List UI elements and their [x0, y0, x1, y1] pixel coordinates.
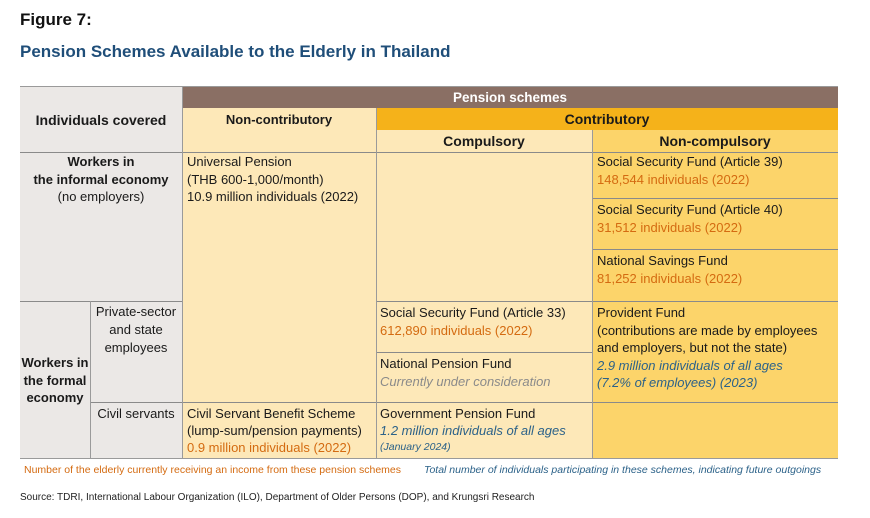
gpf-name: Government Pension Fund [380, 406, 536, 421]
ssf40-name: Social Security Fund (Article 40) [597, 202, 783, 217]
row-divider-informal [376, 301, 838, 302]
col-divider-1 [182, 87, 183, 458]
npf-name: National Pension Fund [380, 356, 512, 371]
csbs-count: 0.9 million individuals (2022) [187, 440, 352, 455]
informal-label-line2: the informal economy [33, 171, 169, 187]
row-divider-ssf39 [592, 198, 838, 199]
non-compulsory-header: Non-compulsory [659, 133, 771, 149]
provident-name: Provident Fund [597, 305, 686, 320]
ssf-article33-cell [380, 304, 590, 339]
civil-servant-benefit-cell [187, 405, 375, 456]
legend-orange-note: Number of the elderly currently receiving an income from these pension schemes [24, 464, 402, 476]
compulsory-header: Compulsory [443, 133, 525, 149]
national-savings-fund-cell [597, 252, 835, 287]
universal-pension-count: 10.9 million individuals (2022) [187, 189, 359, 204]
csbs-line1: Civil Servant Benefit Scheme [187, 406, 356, 421]
row-divider-ssf40 [592, 249, 838, 250]
row-divider-private-label [90, 402, 182, 403]
informal-economy-label [20, 153, 182, 206]
row-divider-informal-label [20, 301, 182, 302]
provident-desc-line2: and employers, but not the state) [597, 340, 788, 355]
row-divider-ssf33 [376, 352, 592, 353]
private-label-line1: Private-sector [95, 304, 177, 319]
universal-pension-name: Universal Pension [187, 154, 292, 169]
pension-schemes-header: Pension schemes [182, 87, 838, 108]
provident-fund-cell [597, 304, 837, 392]
provident-stats-line2: (7.2% of employees) (2023) [597, 375, 758, 390]
gpf-stats: 1.2 million individuals of all ages [380, 423, 566, 438]
formal-label-line3: economy [26, 390, 84, 405]
private-sector-label [90, 303, 182, 357]
private-label-line2: and state [109, 322, 163, 337]
col-divider-2 [376, 108, 377, 458]
figure-label: Figure 7: [20, 10, 92, 29]
provident-stats-line1: 2.9 million individuals of all ages [597, 357, 783, 373]
civil-servants-label: Civil servants [97, 406, 175, 421]
ssf39-count: 148,544 individuals (2022) [597, 171, 750, 187]
universal-pension-amount: (THB 600-1,000/month) [187, 171, 324, 187]
ssf40-count: 31,512 individuals (2022) [597, 219, 743, 235]
ssf39-name: Social Security Fund (Article 39) [597, 154, 783, 169]
universal-pension-cell [187, 153, 373, 206]
csbs-line2: (lump-sum/pension payments) [187, 423, 362, 438]
national-pension-fund-cell [380, 355, 590, 390]
nsf-name: National Savings Fund [597, 253, 728, 268]
figure-title: Pension Schemes Available to the Elderly in Thailand [20, 42, 451, 61]
individuals-covered-header: Individuals covered [35, 112, 167, 128]
ssf33-name: Social Security Fund (Article 33) [380, 305, 566, 320]
contributory-header: Contributory [376, 108, 838, 130]
ssf33-count: 612,890 individuals (2022) [380, 322, 533, 338]
formal-label-line2: the formal [23, 372, 87, 388]
npf-status: Currently under consideration [380, 373, 551, 389]
provident-desc-line1: (contributions are made by employees [597, 322, 818, 338]
legend-blue-note: Total number of individuals participating in these schemes, indicating future outgoings [424, 464, 822, 476]
row-divider-formal [182, 402, 838, 403]
non-contributory-header: Non-contributory [225, 112, 333, 127]
formal-label-line1: Workers in [21, 355, 89, 370]
informal-label-line1: Workers in [67, 154, 135, 169]
formal-economy-label [20, 354, 90, 407]
ssf-article40-cell [597, 201, 835, 236]
gpf-date: (January 2024) [380, 441, 451, 453]
ssf-article39-cell [597, 153, 835, 188]
informal-label-line3: (no employers) [57, 189, 145, 204]
source-note: Source: TDRI, International Labour Organization (ILO), Department of Older Persons (DOP), and Krungsri Research [20, 492, 535, 503]
nsf-count: 81,252 individuals (2022) [597, 270, 743, 286]
individuals-covered-header-cell [20, 87, 182, 152]
private-label-line3: employees [104, 340, 168, 355]
government-pension-fund-cell [380, 405, 590, 456]
col-divider-3 [592, 130, 593, 458]
table-bottom-rule [20, 458, 838, 459]
